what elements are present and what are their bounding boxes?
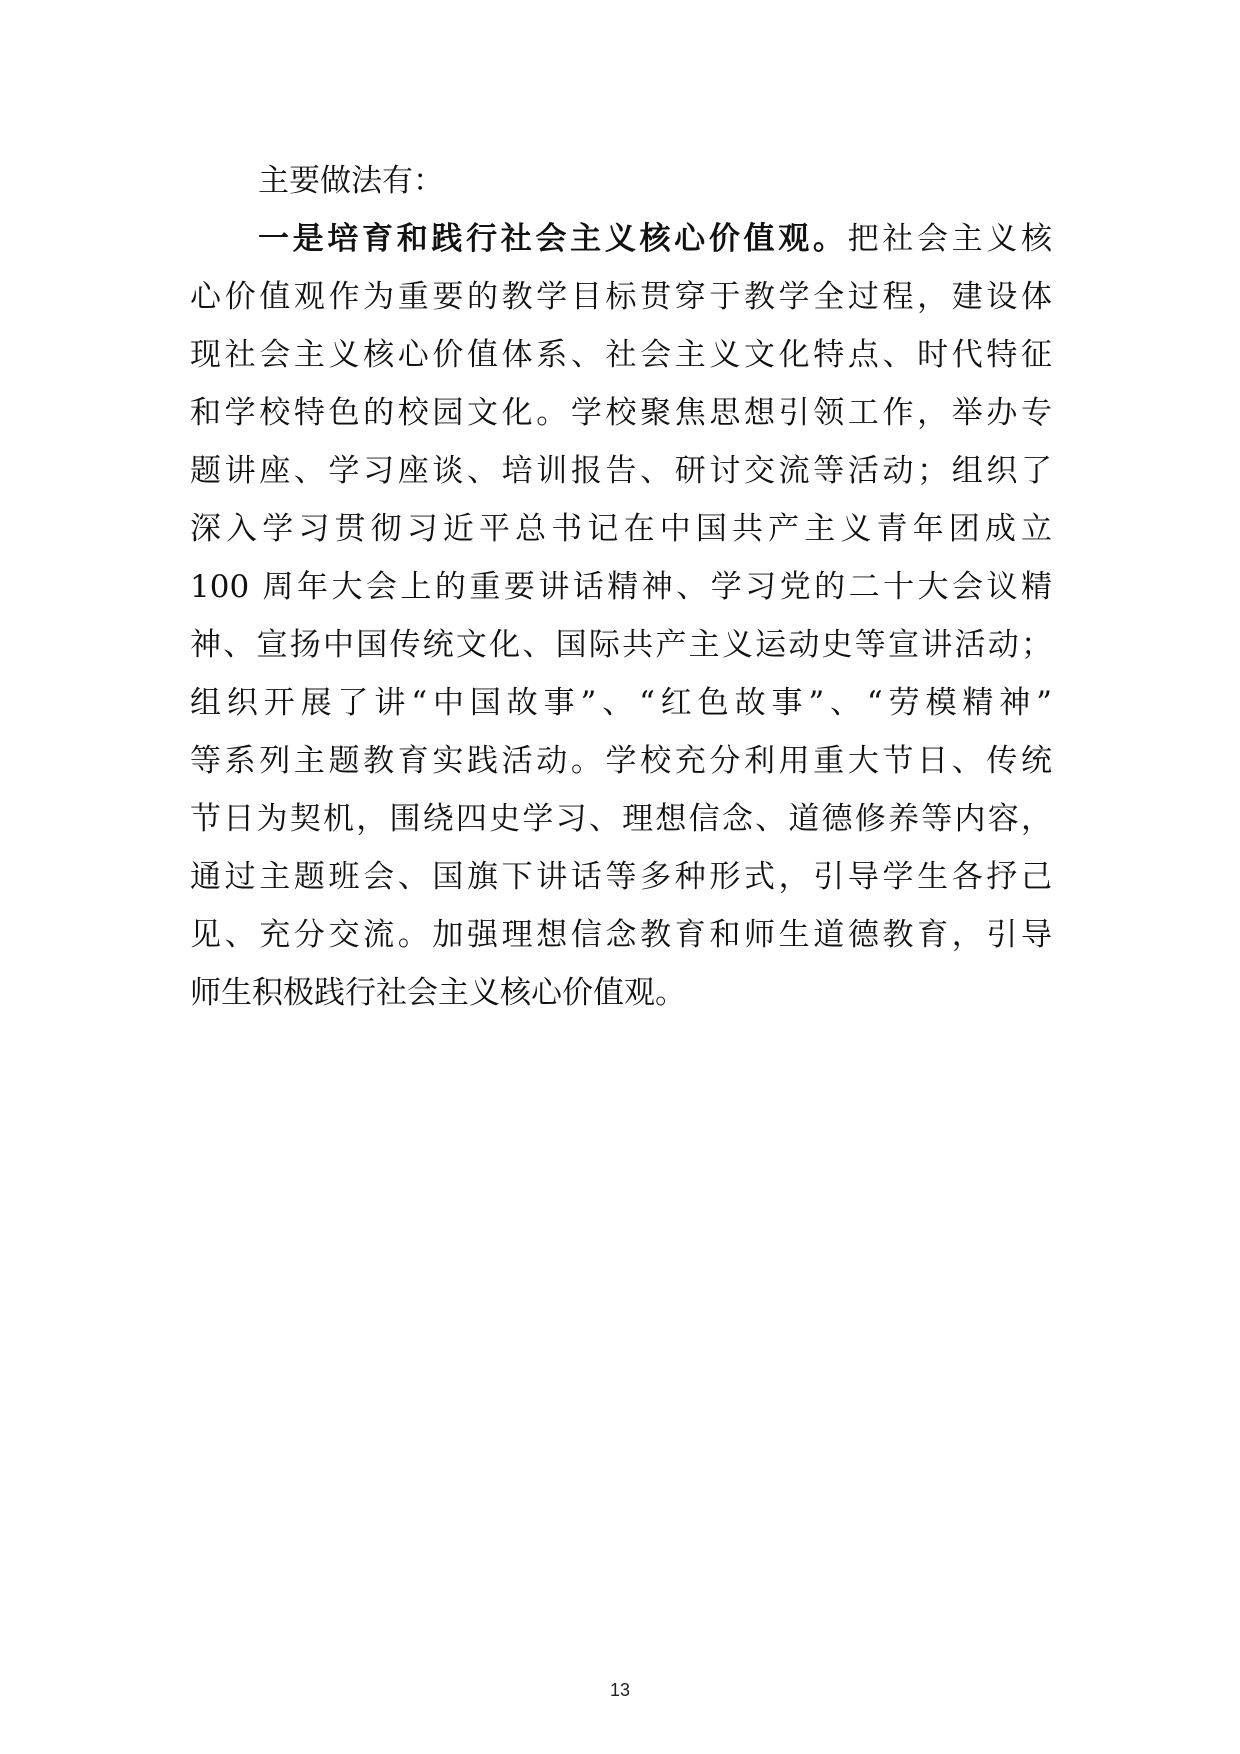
- paragraph-line: 和学校特色的校园文化。学校聚焦思想引领工作，举办专: [190, 395, 1052, 431]
- paragraph-line: 现社会主义核心价值体系、社会主义文化特点、时代特征: [190, 337, 1052, 373]
- paragraph-line: 见、充分交流。加强理想信念教育和师生道德教育，引导: [190, 917, 1052, 953]
- intro-line: 主要做法有：: [258, 163, 444, 199]
- paragraph-line: 节日为契机，围绕四史学习、理想信念、道德修养等内容，: [190, 801, 1052, 837]
- paragraph-line: 师生积极践行社会主义核心价值观。: [190, 975, 686, 1011]
- section-heading: 一是培育和践行社会主义核心价值观。: [258, 221, 848, 257]
- paragraph-line: 通过主题班会、国旗下讲话等多种形式，引导学生各抒己: [190, 859, 1052, 895]
- paragraph-line: 组织开展了讲“中国故事”、“红色故事”、“劳模精神”: [190, 685, 1052, 721]
- paragraph-line: 心价值观作为重要的教学目标贯穿于教学全过程，建设体: [190, 279, 1052, 315]
- paragraph-line: 深入学习贯彻习近平总书记在中国共产主义青年团成立: [190, 511, 1052, 547]
- paragraph-line: 100 周年大会上的重要讲话精神、学习党的二十大会议精: [190, 569, 1052, 605]
- paragraph-line: 题讲座、学习座谈、培训报告、研讨交流等活动；组织了: [190, 453, 1052, 489]
- paragraph-line: 等系列主题教育实践活动。学校充分利用重大节日、传统: [190, 743, 1052, 779]
- page-number: 13: [609, 1680, 631, 1700]
- paragraph-line: 神、宣扬中国传统文化、国际共产主义运动史等宣讲活动；: [190, 627, 1052, 663]
- paragraph-line: 把社会主义核: [847, 221, 1053, 257]
- document-body: [190, 152, 1052, 1022]
- section-first-line: [190, 210, 1052, 268]
